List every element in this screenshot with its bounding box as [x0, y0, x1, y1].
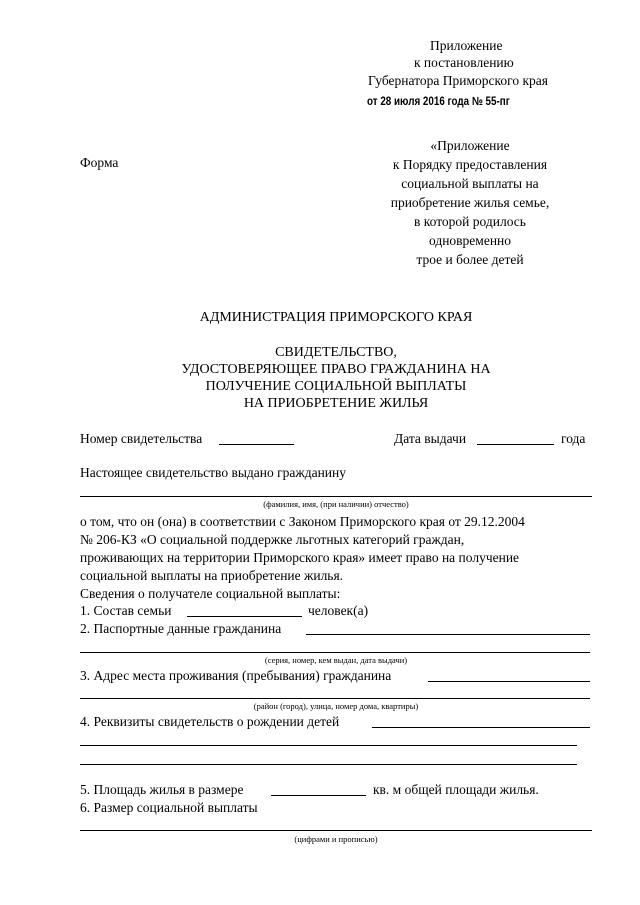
family-unit: человек(а)	[308, 603, 369, 618]
recipient-info-heading: Сведения о получателе социальной выплаты:	[80, 586, 341, 601]
sub-appendix-line: в которой родилось	[414, 214, 526, 229]
address-label: 3. Адрес места проживания (пребывания) гражданина	[80, 668, 392, 683]
birth-certificates-line2[interactable]	[80, 745, 577, 746]
passport-field-line2[interactable]	[80, 652, 590, 653]
body-line: социальной выплаты на приобретение жилья.	[80, 568, 344, 583]
fio-field[interactable]	[80, 496, 592, 497]
year-label: года	[561, 431, 586, 446]
doc-title-line: ПОЛУЧЕНИЕ СОЦИАЛЬНОЙ ВЫПЛАТЫ	[205, 379, 467, 394]
issue-date-label: Дата выдачи	[394, 431, 467, 446]
payment-hint: (цифрами и прописью)	[294, 834, 378, 844]
body-line: проживающих на территории Приморского края» имеет право на получение	[80, 550, 520, 565]
payment-field[interactable]	[80, 830, 592, 831]
doc-title-line: СВИДЕТЕЛЬСТВО,	[275, 345, 397, 360]
sub-appendix-line: одновременно	[428, 233, 512, 248]
cert-number-field[interactable]	[219, 444, 294, 445]
area-field[interactable]	[271, 795, 366, 796]
sub-appendix-line: приобретение жилья семье,	[390, 195, 550, 210]
birth-certificates-field[interactable]	[372, 727, 590, 728]
passport-hint: (серия, номер, кем выдан, дата выдачи)	[264, 655, 408, 665]
resolution-date-stamp: от 28 июля 2016 года № 55-пг	[367, 94, 510, 108]
address-hint: (район (город), улица, номер дома, квартиры)	[253, 701, 419, 711]
family-count-field[interactable]	[187, 616, 302, 617]
form-label: Форма	[80, 155, 119, 170]
header-appendix-line3: Губернатора Приморского края	[368, 73, 548, 88]
sub-appendix-line: трое и более детей	[416, 252, 524, 267]
passport-field[interactable]	[306, 634, 590, 635]
passport-label: 2. Паспортные данные гражданина	[80, 621, 282, 636]
birth-certificates-label: 4. Реквизиты свидетельств о рождении детей	[80, 714, 340, 729]
address-field-line2[interactable]	[80, 698, 590, 699]
body-line: № 206-КЗ «О социальной поддержке льготных категорий граждан,	[80, 532, 465, 547]
body-line: о том, что он (она) в соответствии с Законом Приморского края от 29.12.2004	[80, 514, 525, 529]
sub-appendix-line: к Порядку предоставления	[392, 157, 548, 172]
cert-number-label: Номер свидетельства	[80, 431, 203, 446]
sub-appendix-line: социальной выплаты на	[401, 176, 539, 191]
payment-label: 6. Размер социальной выплаты	[80, 800, 258, 815]
area-label: 5. Площадь жилья в размере	[80, 782, 244, 797]
issue-date-field[interactable]	[477, 444, 554, 445]
birth-certificates-line3[interactable]	[80, 764, 577, 765]
issued-to-label: Настоящее свидетельство выдано гражданину	[80, 465, 346, 480]
administration-heading: АДМИНИСТРАЦИЯ ПРИМОРСКОГО КРАЯ	[199, 310, 473, 325]
address-field[interactable]	[428, 681, 590, 682]
sub-appendix-line: «Приложение	[430, 138, 510, 153]
doc-title-line: НА ПРИОБРЕТЕНИЕ ЖИЛЬЯ	[243, 396, 429, 411]
fio-hint: (фамилия, имя, (при наличии) отчество)	[263, 499, 409, 509]
header-appendix-line1: Приложение	[430, 38, 503, 53]
family-label: 1. Состав семьи	[80, 603, 172, 618]
area-unit: кв. м общей площади жилья.	[373, 782, 539, 797]
doc-title-line: УДОСТОВЕРЯЮЩЕЕ ПРАВО ГРАЖДАНИНА НА	[181, 362, 491, 377]
header-appendix-line2: к постановлению	[414, 55, 514, 70]
